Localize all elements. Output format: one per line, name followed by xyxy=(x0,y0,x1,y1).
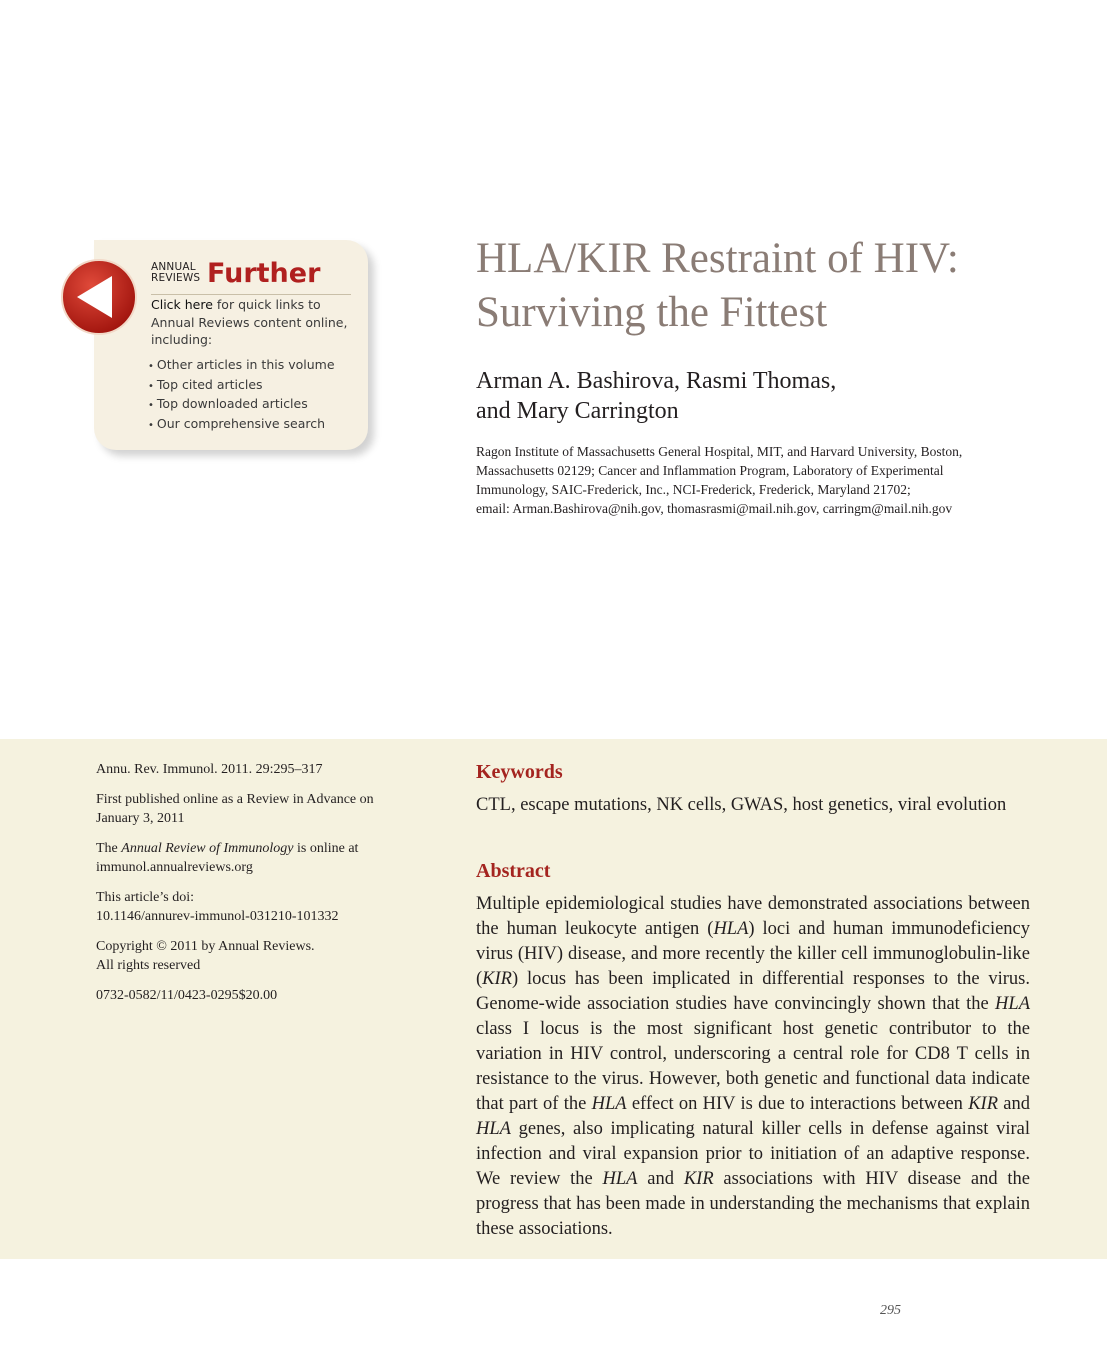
citation: Annu. Rev. Immunol. 2011. 29:295–317 xyxy=(96,762,323,777)
first-published: First published online as a Review in Advance on January 3, 2011 xyxy=(96,792,374,826)
annual-reviews-logo-text: ANNUAL REVIEWS xyxy=(151,261,201,284)
authors: Arman A. Bashirova, Rasmi Thomas, and Mary Carrington xyxy=(476,368,837,424)
abstract-text: Multiple epidemiological studies have demonstrated associations between the human leukocyte antigen (HLA) loci and human immunodeficiency virus (HIV) disease, and more recently the killer cell immunoglobulin-like (KIR) locus has been implicated in differential responses to the virus. Genome-wide association studies have convincingly shown that the HLA class I locus is the most significant host genetic contributor to the variation in HIV control, underscoring a central role for CD8 T cells in resistance to the virus. However, both genetic and functional data indicate that part of the HLA effect on HIV is due to interactions between KIR and HLA genes, also implicating natural killer cells in defense against viral infection and viral expansion prior to initiation of an adaptive response. We review the HLA and KIR associations with HIV disease and the progress that has been made in understanding the mechanisms that explain these associations. xyxy=(476,894,1031,1239)
doi-info: This article’s doi: 10.1146/annurev-immunol-031210-101332 xyxy=(96,888,416,926)
further-heading: Further xyxy=(207,258,321,289)
article-meta xyxy=(96,760,416,1016)
further-list xyxy=(148,356,335,434)
abstract-heading: Abstract xyxy=(476,860,551,882)
keywords-heading: Keywords xyxy=(476,761,563,783)
further-intro: Click here for quick links to Annual Reviews content online, including: xyxy=(151,297,348,347)
further-header xyxy=(151,258,351,295)
list-item: • Our comprehensive search xyxy=(148,415,335,435)
list-item: • Other articles in this volume xyxy=(148,356,335,376)
affiliation: Ragon Institute of Massachusetts General Hospital, MIT, and Harvard University, Boston, Massachusetts 02129; Cancer and Inflammation Program, Laboratory of Experimental Immunology, SAIC-Frederick, Inc., NCI-Frederick, Frederick, Maryland 21702; email: Arman.Bashirova@nih.gov, thomasrasmi@mail.nih.gov, carringm@mail.nih.gov xyxy=(476,444,963,516)
list-item: • Top downloaded articles xyxy=(148,395,335,415)
click-here-link[interactable]: Click here xyxy=(151,297,213,312)
back-arrow-icon xyxy=(60,258,138,336)
doi-link[interactable]: 10.1146/annurev-immunol-031210-101332 xyxy=(96,909,339,924)
copyright: Copyright © 2011 by Annual Reviews. All rights reserved xyxy=(96,939,315,973)
journal-name: Annual Review of Immunology xyxy=(121,841,294,856)
issn: 0732-0582/11/0423-0295$20.00 xyxy=(96,988,278,1003)
page-number: 295 xyxy=(880,1303,901,1318)
list-item: • Top cited articles xyxy=(148,376,335,396)
article-title: HLA/KIR Restraint of HIV: Surviving the Fittest xyxy=(476,235,959,336)
online-info: The Annual Review of Immunology is online at immunol.annualreviews.org xyxy=(96,839,416,877)
keywords-text: CTL, escape mutations, NK cells, GWAS, host genetics, viral evolution xyxy=(476,795,1007,815)
journal-url[interactable]: immunol.annualreviews.org xyxy=(96,860,253,875)
